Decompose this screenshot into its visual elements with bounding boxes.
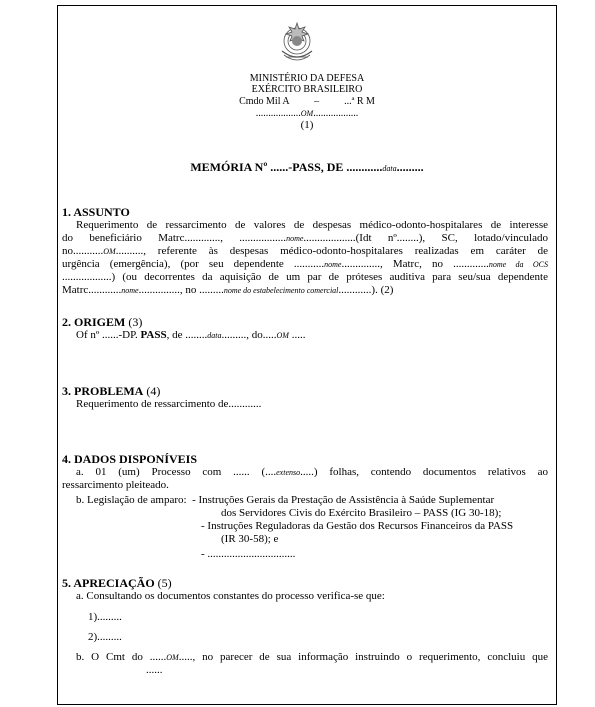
header-om-line: ..................OM..................: [255, 108, 359, 119]
section-dados-a: a. 01 (um) Processo com ...... (....extenso.....) folhas, contendo documentos relativos ao ressarcimento pleiteado.: [62, 466, 548, 491]
section-apreciacao-a: a. Consultando os documentos constantes do processo verifica-se que:: [76, 590, 385, 602]
section-dados-b2: dos Servidores Civis do Exército Brasileiro – PASS (IG 30-18);: [221, 507, 502, 519]
coat-of-arms-emblem: [276, 21, 318, 65]
section-problema-heading: 3. PROBLEMA (4): [62, 384, 161, 398]
header-ministry: MINISTÉRIO DA DEFESA: [249, 73, 365, 84]
section-apreciacao-heading: 5. APRECIAÇÃO (5): [62, 576, 172, 590]
section-dados-b3: - Instruções Reguladoras da Gestão dos Recursos Financeiros da PASS: [201, 520, 514, 532]
section-apreciacao-item-2: 2).........: [88, 631, 122, 643]
section-apreciacao-item-1: 1).........: [88, 611, 122, 623]
section-assunto-heading: 1. ASSUNTO: [62, 205, 130, 219]
section-dados-b5: - ................................: [201, 548, 296, 560]
section-problema-text: Requerimento de ressarcimento de............: [76, 398, 262, 410]
section-assunto-text: Requerimento de ressarcimento de valores de despesas médico-odonto-hospitalares de interesse do beneficiário Matrc............., .................nome...................(Idt nº........), SC, lotado/vinculado no...........OM.........., referente às despesas médico-odonto-hospitalares realizadas em caráter de urgência (emergência), (por seu dependente ...........nome.............., Matrc, no .............nome da OCS ..................) (ou decorrentes da aquisição de um par de próteses auditiva para seu/sua dependente Matrc............nome..............., no .........nome do estabelecimento comercial............). (2): [62, 219, 548, 296]
section-origem-heading: 2. ORIGEM (3): [62, 315, 143, 329]
header-command: Cmdo Mil A – ...ª R M: [239, 96, 375, 107]
section-origem-text: Of nº ......-DP. PASS, de ........data........., do.....OM .....: [76, 329, 306, 341]
header-note: (1): [300, 119, 314, 131]
section-apreciacao-b: b. O Cmt do ......OM....., no parecer de sua informação instruindo o requerimento, concluiu que ......: [76, 651, 548, 676]
section-dados-heading: 4. DADOS DISPONÍVEIS: [62, 452, 198, 466]
section-dados-b1: b. Legislação de amparo: - Instruções Gerais da Prestação de Assistência à Saúde Suplementar: [76, 494, 495, 506]
header-army: EXÉRCITO BRASILEIRO: [251, 84, 363, 95]
section-dados-b4: (IR 30-58); e: [221, 533, 279, 545]
page-title: MEMÓRIA Nº ......-PASS, DE ............data.........: [190, 160, 424, 174]
